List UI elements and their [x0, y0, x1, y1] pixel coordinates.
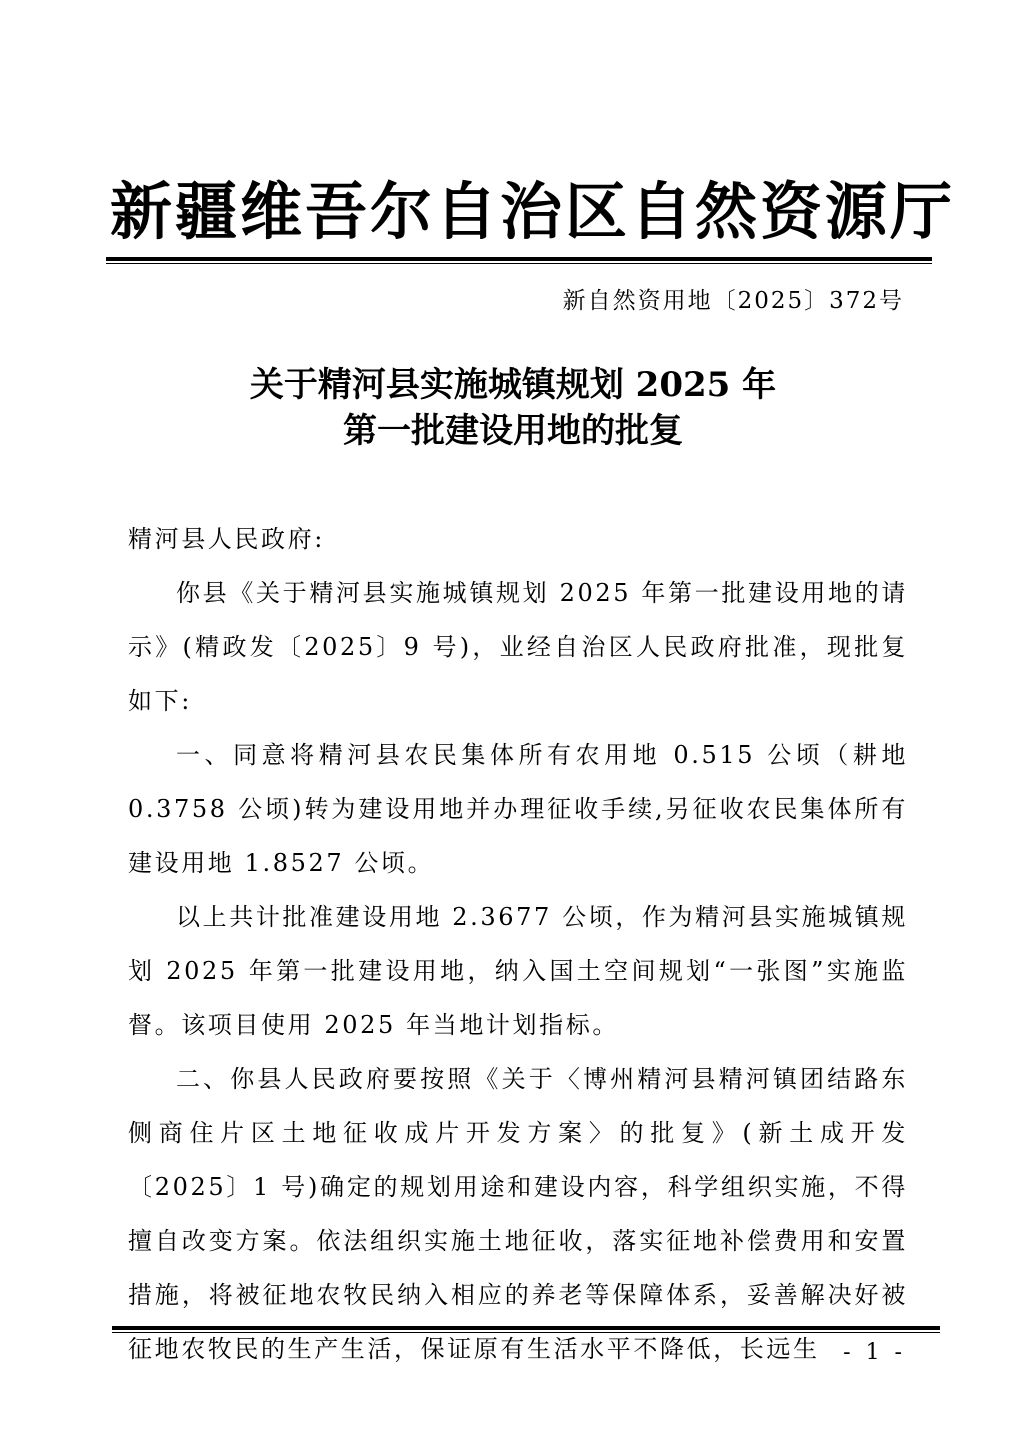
body-paragraph: 以上共计批准建设用地 2.3677 公顷，作为精河县实施城镇规划 2025 年第一批建设用地，纳入国土空间规划“一张图”实施监督。该项目使用 2025 年当地计划指标。: [128, 903, 908, 1039]
document-title-line-2: 第一批建设用地的批复: [343, 411, 683, 451]
footer-divider: [112, 1326, 940, 1334]
salutation: 精河县人民政府:: [128, 525, 325, 553]
page-number: - 1 -: [843, 1340, 906, 1365]
masthead-divider: [106, 257, 932, 265]
document-title: [110, 362, 916, 454]
body-paragraph: 二、你县人民政府要按照《关于〈博州精河县精河镇团结路东侧商住片区土地征收成片开发方案〉的批复》(新土成开发〔2025〕1 号)确定的规划用途和建设内容，科学组织实施，不得擅自改变方案。依法组织实施土地征收，落实征地补偿费用和安置措施，将被征地农牧民纳入相应的养老等保障体系，妥善解决好被征地农牧民的生产生活，保证原有生活水平不降低，长远生: [128, 1065, 908, 1363]
document-number: 新自然资用地〔2025〕372号: [562, 288, 904, 314]
body-paragraph: 一、同意将精河县农民集体所有农用地 0.515 公顷（耕地 0.3758 公顷)转为建设用地并办理征收手续,另征收农民集体所有建设用地 1.8527 公顷。: [128, 741, 908, 877]
document-title-line-1: 关于精河县实施城镇规划 2025 年: [249, 365, 777, 405]
issuer-masthead: 新疆维吾尔自治区自然资源厅: [110, 175, 956, 248]
body-paragraph: 你县《关于精河县实施城镇规划 2025 年第一批建设用地的请示》(精政发〔2025〕9 号)，业经自治区人民政府批准，现批复如下:: [128, 579, 908, 715]
document-body: [128, 512, 908, 1376]
